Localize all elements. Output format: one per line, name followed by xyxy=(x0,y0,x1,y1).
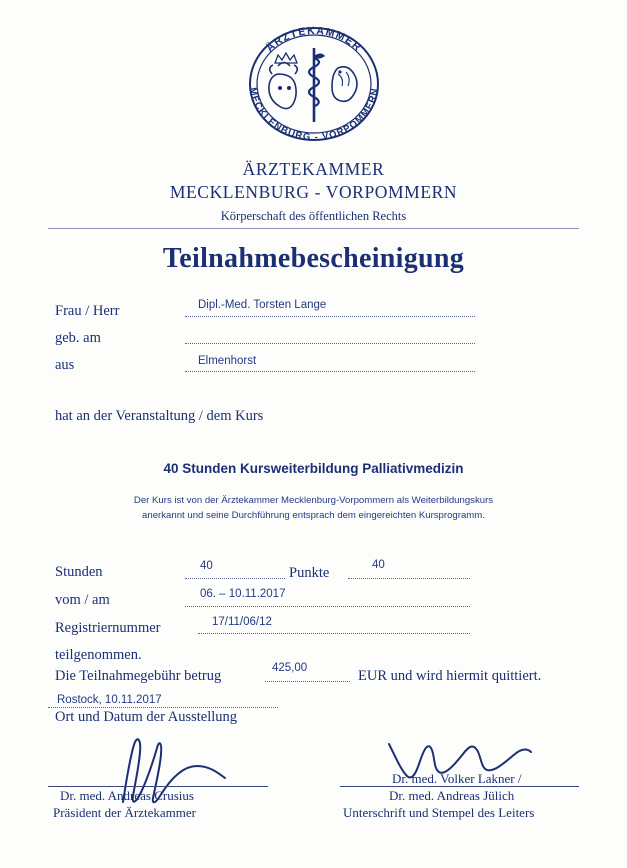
page-title: Teilnahmebescheinigung xyxy=(162,243,465,274)
dotted-line-person xyxy=(185,316,475,317)
value-place-date: Rostock, 10.11.2017 xyxy=(57,694,162,706)
svg-text:ÄRZTEKAMMER: ÄRZTEKAMMER xyxy=(263,24,364,55)
signature-right-name1: Dr. med. Volker Lakner / xyxy=(392,771,522,786)
course-note-line1: Der Kurs ist von der Ärztekammer Mecklenburg-Vorpommern als Weiterbildungskurs xyxy=(133,495,494,506)
value-points: 40 xyxy=(372,559,385,571)
label-points: Punkte xyxy=(289,565,330,581)
dotted-line-registration xyxy=(198,633,470,634)
label-fee-currency: EUR und wird hiermit quittiert. xyxy=(358,668,542,684)
value-person: Dipl.-Med. Torsten Lange xyxy=(198,299,327,311)
chamber-name-line2: MECKLENBURG - VORPOMMERN xyxy=(169,182,458,203)
chamber-seal-logo xyxy=(0,22,627,144)
dotted-line-hours xyxy=(185,578,285,579)
label-hours: Stunden xyxy=(55,564,103,580)
course-note-line2: anerkannt und seine Durchführung entsprach dem eingereichten Kursprogramm. xyxy=(142,509,485,521)
chamber-header xyxy=(0,158,627,225)
course-title: 40 Stunden Kursweiterbildung Palliativmedizin xyxy=(163,461,464,476)
signature-left-role: Präsident der Ärztekammer xyxy=(53,805,196,820)
label-birthdate: geb. am xyxy=(55,330,101,346)
signature-right-name2: Dr. med. Andreas Jülich xyxy=(389,788,515,803)
value-origin: Elmenhorst xyxy=(198,355,257,367)
dotted-line-date xyxy=(185,606,470,607)
svg-text:MECKLENBURG - VORPOMMERN: MECKLENBURG - VORPOMMERN xyxy=(246,86,381,144)
dotted-line-points xyxy=(348,578,470,579)
value-hours: 40 xyxy=(200,560,213,572)
value-date: 06. – 10.11.2017 xyxy=(200,588,286,600)
label-origin: aus xyxy=(55,357,75,373)
label-event-intro: hat an der Veranstaltung / dem Kurs xyxy=(55,408,264,424)
dotted-line-origin xyxy=(185,371,475,372)
label-registration: Registriernummer xyxy=(55,620,161,636)
signature-line-left xyxy=(48,786,268,787)
chamber-subtitle: Körperschaft des öffentlichen Rechts xyxy=(220,209,407,224)
dotted-line-place-date xyxy=(48,707,278,708)
label-date: vom / am xyxy=(55,592,110,608)
dotted-line-birthdate xyxy=(185,343,475,344)
value-fee: 425,00 xyxy=(272,662,308,674)
header-divider xyxy=(48,228,579,229)
chamber-name-line1: ÄRZTEKAMMER xyxy=(242,159,385,179)
label-participated: teilgenommen. xyxy=(55,647,142,663)
value-registration: 17/11/06/12 xyxy=(212,616,272,628)
course-note xyxy=(0,494,627,524)
label-place-date: Ort und Datum der Ausstellung xyxy=(55,709,238,725)
label-person: Frau / Herr xyxy=(55,303,120,319)
dotted-line-fee xyxy=(265,681,350,682)
signature-left-name: Dr. med. Andreas Crusius xyxy=(60,788,194,803)
signature-right-role: Unterschrift und Stempel des Leiters xyxy=(343,805,535,820)
label-fee: Die Teilnahmegebühr betrug xyxy=(55,668,222,684)
